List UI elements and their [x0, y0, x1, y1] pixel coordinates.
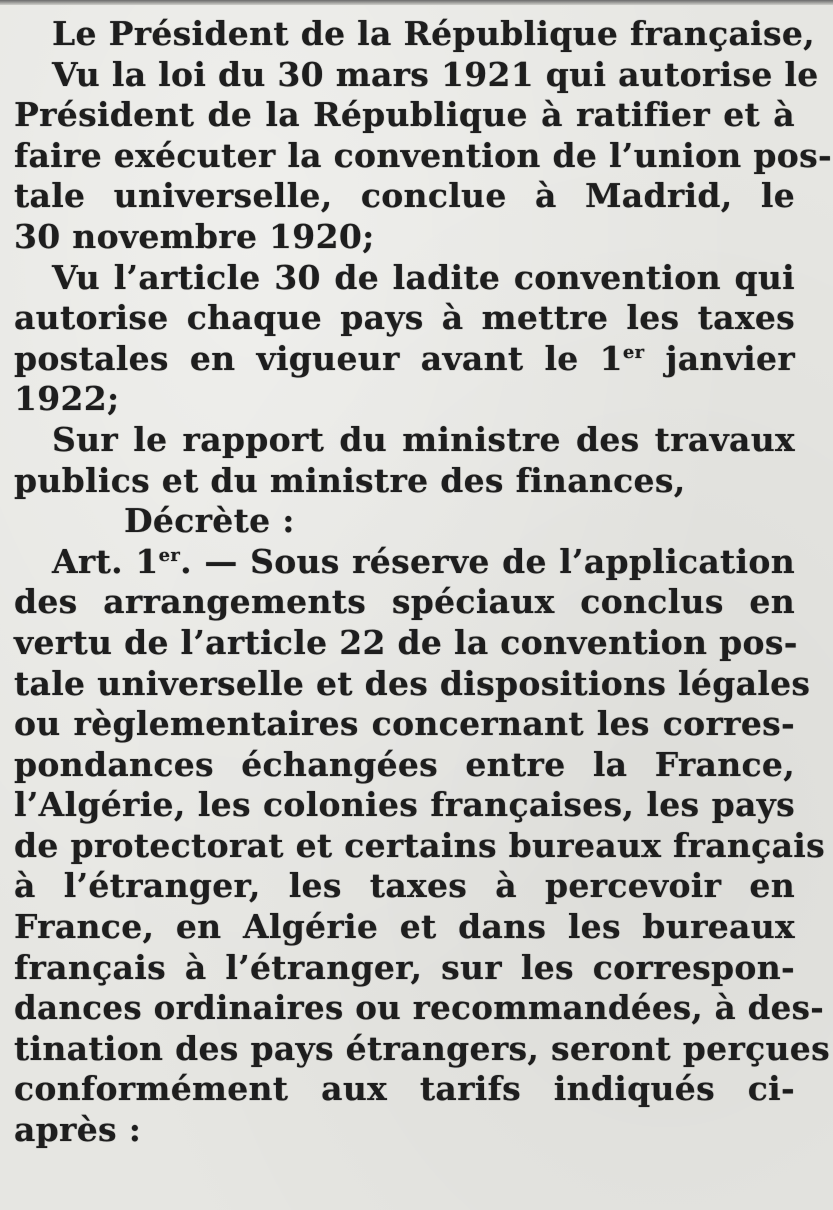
paragraph2-line-1: Vu l’article 30 de ladite convention qui [52, 257, 795, 297]
article1-line-10: France, en Algérie et dans les bureaux [14, 907, 795, 947]
article1-line-9: à l’étranger, les taxes à percevoir en [14, 866, 795, 906]
article1-line-1 [0, 542, 833, 583]
article-number: Art. 1 [52, 541, 159, 581]
article1-line-13: tination des pays étrangers, seront perçues [14, 1028, 830, 1068]
article-lead-text: . — Sous réserve de l’application [180, 541, 795, 581]
ordinal-suffix: er [622, 341, 645, 363]
paragraph1-line-5: 30 novembre 1920; [14, 216, 375, 256]
paragraph2-line-3 [0, 339, 833, 380]
paragraph3-line-2: publics et du ministre des finances, [14, 460, 686, 500]
heading-line: Le Président de la République française, [52, 14, 815, 53]
article1-line-2: des arrangements spéciaux conclus en [14, 582, 795, 622]
article1-line-3: vertu de l’article 22 de la convention pos- [14, 622, 798, 662]
paragraph2-line-4: 1922; [14, 379, 120, 419]
article1-line-15: après : [14, 1110, 142, 1150]
paragraph1-line-4: tale universelle, conclue à Madrid, le [14, 176, 795, 216]
decree-heading: Décrète : [124, 501, 295, 541]
article1-line-11: français à l’étranger, sur les correspon- [14, 947, 795, 987]
article1-line-5: ou règlementaires concernant les corres- [14, 704, 795, 744]
date-month: janvier [644, 338, 795, 378]
paragraph1-line-3: faire exécuter la convention de l’union pos- [14, 135, 832, 175]
date-day: 1 [599, 338, 623, 378]
column-top-rule [0, 0, 833, 5]
article1-line-14: conformément aux tarifs indiqués ci- [14, 1069, 795, 1109]
paragraph2-line-3-text: postales en vigueur avant le [14, 338, 600, 378]
article1-line-6: pondances échangées entre la France, [14, 744, 795, 784]
article1-line-4: tale universelle et des dispositions légales [14, 663, 811, 703]
article1-line-8: de protectorat et certains bureaux français [14, 825, 825, 865]
paragraph3-line-1: Sur le rapport du ministre des travaux [52, 419, 795, 459]
article1-line-12: dances ordinaires ou recommandées, à des- [14, 988, 825, 1028]
paragraph2-line-2: autorise chaque pays à mettre les taxes [14, 298, 795, 338]
article1-line-7: l’Algérie, les colonies françaises, les pays [14, 785, 795, 825]
article-ordinal-suffix: er [158, 544, 181, 566]
paragraph1-line-2: Président de la République à ratifier et à [14, 95, 795, 135]
decree-text [0, 14, 833, 1151]
paragraph1-line-1: Vu la loi du 30 mars 1921 qui autorise le [52, 54, 819, 94]
